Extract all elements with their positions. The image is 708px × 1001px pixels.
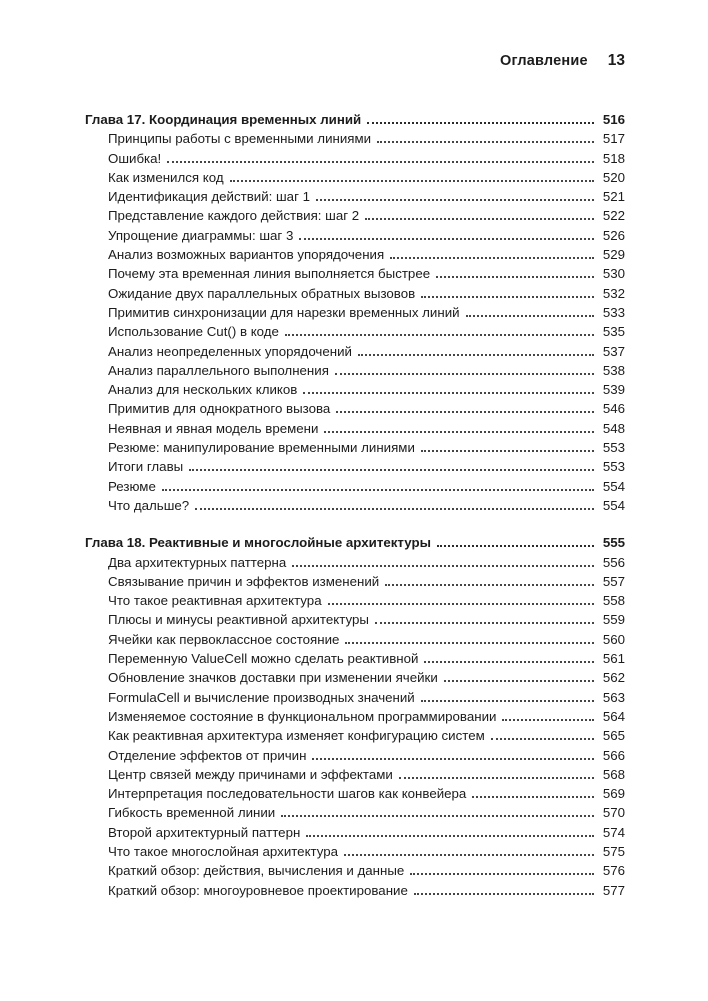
dot-leader [444, 680, 594, 682]
toc-entry-title: Неявная и явная модель времени [108, 420, 319, 436]
toc-page-number: 576 [602, 863, 625, 879]
toc-page-number: 526 [602, 227, 625, 243]
toc-entry-row [85, 881, 625, 900]
toc-entry-row [85, 765, 625, 784]
toc-entry-row [85, 168, 625, 187]
toc-entry-title: Представление каждого действия: шаг 2 [108, 208, 360, 224]
table-of-contents [85, 110, 625, 900]
toc-page-number: 546 [602, 401, 625, 417]
dot-leader [281, 815, 594, 817]
toc-entry-title: FormulaCell и вычисление производных значений [108, 689, 415, 705]
toc-entry-title: Что такое многослойная архитектура [108, 843, 339, 859]
toc-entry-row [85, 206, 625, 225]
dot-leader [195, 508, 594, 510]
dot-leader [436, 276, 594, 278]
toc-entry-title: Переменную ValueCell можно сделать реактивной [108, 651, 419, 667]
toc-page-number: 574 [602, 824, 625, 840]
dot-leader [365, 218, 594, 220]
dot-leader [328, 603, 594, 605]
toc-entry-title: Ожидание двух параллельных обратных вызовов [108, 285, 416, 301]
toc-chapter-title: Глава 17. Координация временных линий [85, 112, 362, 127]
dot-leader [167, 161, 594, 163]
toc-entry-row [85, 438, 625, 457]
toc-entry-title: Примитив для однократного вызова [108, 401, 331, 417]
toc-entry-title: Что такое реактивная архитектура [108, 593, 322, 609]
toc-entry-title: Резюме [108, 478, 156, 494]
dot-leader [466, 315, 594, 317]
toc-entry-title: Итоги главы [108, 459, 184, 475]
toc-entry-title: Анализ параллельного выполнения [108, 362, 329, 378]
toc-entry-row [85, 342, 625, 361]
toc-page-number: 570 [602, 805, 625, 821]
toc-entry-title: Краткий обзор: действия, вычисления и данные [108, 863, 405, 879]
dot-leader [437, 545, 594, 547]
dot-leader [285, 334, 594, 336]
dot-leader [345, 642, 594, 644]
toc-page-number: 516 [602, 112, 625, 127]
toc-entry-title: Как реактивная архитектура изменяет конфигурацию систем [108, 728, 485, 744]
toc-entry-row [85, 746, 625, 765]
toc-entry-title: Что дальше? [108, 497, 190, 513]
toc-entry-row [85, 149, 625, 168]
toc-entry-title: Ячейки как первоклассное состояние [108, 631, 340, 647]
toc-entry-title: Изменяемое состояние в функциональном программировании [108, 708, 497, 724]
toc-section [85, 533, 625, 900]
toc-page-number: 561 [602, 651, 625, 667]
toc-entry-title: Упрощение диаграммы: шаг 3 [108, 227, 294, 243]
dot-leader [336, 411, 594, 413]
toc-page-number: 559 [602, 612, 625, 628]
running-header [85, 52, 625, 70]
toc-page-number: 568 [602, 766, 625, 782]
toc-entry-row [85, 823, 625, 842]
toc-entry-title: Связывание причин и эффектов изменений [108, 573, 380, 589]
toc-page-number: 530 [602, 266, 625, 282]
dot-leader [162, 489, 594, 491]
toc-entry-row [85, 553, 625, 572]
toc-entry-title: Гибкость временной линии [108, 805, 276, 821]
dot-leader [410, 873, 594, 875]
toc-page-number: 554 [602, 497, 625, 513]
toc-entry-row [85, 129, 625, 148]
dot-leader [316, 199, 594, 201]
toc-page-number: 517 [602, 131, 625, 147]
dot-leader [375, 622, 594, 624]
toc-page-number: 521 [602, 189, 625, 205]
dot-leader [344, 854, 594, 856]
dot-leader [414, 893, 594, 895]
toc-page-number: 563 [602, 689, 625, 705]
toc-page-number: 537 [602, 343, 625, 359]
toc-entry-title: Резюме: манипулирование временными линиями [108, 440, 415, 456]
toc-entry-row [85, 726, 625, 745]
toc-entry-row [85, 457, 625, 476]
toc-page-number: 556 [602, 554, 625, 570]
dot-leader [299, 238, 594, 240]
toc-page-number: 533 [602, 304, 625, 320]
toc-entry-row [85, 668, 625, 687]
toc-page-number: 553 [602, 459, 625, 475]
dot-leader [421, 296, 594, 298]
toc-page-number: 538 [602, 362, 625, 378]
toc-entry-row [85, 707, 625, 726]
toc-page-number: 532 [602, 285, 625, 301]
toc-entry-row [85, 264, 625, 283]
toc-entry-title: Анализ неопределенных упорядочений [108, 343, 352, 359]
toc-entry-row [85, 477, 625, 496]
toc-entry-row [85, 361, 625, 380]
toc-entry-row [85, 572, 625, 591]
toc-entry-title: Почему эта временная линия выполняется быстрее [108, 266, 431, 282]
dot-leader [491, 738, 594, 740]
toc-chapter-row [85, 110, 625, 129]
toc-entry-title: Ошибка! [108, 150, 162, 166]
dot-leader [358, 354, 594, 356]
dot-leader [306, 835, 594, 837]
toc-page-number: 555 [602, 535, 625, 551]
dot-leader [399, 777, 594, 779]
toc-entry-title: Второй архитектурный паттерн [108, 824, 301, 840]
toc-entry-title: Примитив синхронизации для нарезки временных линий [108, 304, 460, 320]
toc-entry-row [85, 861, 625, 880]
toc-page-number: 539 [602, 382, 625, 398]
toc-section [85, 110, 625, 515]
running-header-title: Оглавление [499, 53, 588, 69]
toc-entry-row [85, 284, 625, 303]
dot-leader [303, 392, 594, 394]
dot-leader [472, 796, 594, 798]
toc-entry-title: Использование Cut() в коде [108, 324, 279, 340]
toc-page-number: 562 [602, 670, 625, 686]
toc-page-number: 553 [602, 440, 625, 456]
toc-entry-row [85, 226, 625, 245]
toc-entry-title: Анализ возможных вариантов упорядочения [108, 247, 385, 263]
dot-leader [502, 719, 594, 721]
toc-entry-title: Два архитектурных паттерна [108, 554, 287, 570]
dot-leader [230, 180, 594, 182]
dot-leader [390, 257, 594, 259]
dot-leader [421, 450, 594, 452]
toc-entry-row [85, 803, 625, 822]
toc-entry-title: Интерпретация последовательности шагов как конвейера [108, 786, 467, 802]
toc-entry-row [85, 380, 625, 399]
toc-page-number: 566 [602, 747, 625, 763]
running-header-page-number: 13 [607, 52, 625, 69]
toc-entry-row [85, 399, 625, 418]
toc-entry-title: Отделение эффектов от причин [108, 747, 307, 763]
toc-page-number: 564 [602, 708, 625, 724]
dot-leader [385, 584, 594, 586]
toc-chapter-row [85, 533, 625, 552]
toc-entry-title: Принципы работы с временными линиями [108, 131, 372, 147]
toc-entry-row [85, 688, 625, 707]
toc-page-number: 520 [602, 169, 625, 185]
dot-leader [189, 469, 594, 471]
toc-entry-row [85, 322, 625, 341]
toc-entry-title: Как изменился код [108, 169, 224, 185]
toc-page-number: 558 [602, 593, 625, 609]
toc-entry-row [85, 610, 625, 629]
toc-page-number: 569 [602, 786, 625, 802]
toc-entry-row [85, 630, 625, 649]
dot-leader [377, 141, 594, 143]
toc-entry-title: Анализ для нескольких кликов [108, 382, 298, 398]
toc-entry-row [85, 496, 625, 515]
toc-page-number: 518 [602, 150, 625, 166]
toc-entry-row [85, 591, 625, 610]
dot-leader [324, 431, 594, 433]
toc-entry-row [85, 419, 625, 438]
dot-leader [421, 700, 594, 702]
toc-page-number: 557 [602, 573, 625, 589]
toc-entry-title: Идентификация действий: шаг 1 [108, 189, 311, 205]
toc-entry-row [85, 842, 625, 861]
toc-page-number: 577 [602, 882, 625, 898]
toc-entry-title: Краткий обзор: многоуровневое проектирование [108, 882, 408, 898]
toc-entry-title: Обновление значков доставки при изменении ячейки [108, 670, 438, 686]
toc-entry-row [85, 245, 625, 264]
toc-entry-title: Центр связей между причинами и эффектами [108, 766, 393, 782]
toc-page-number: 554 [602, 478, 625, 494]
toc-page-number: 535 [602, 324, 625, 340]
toc-entry-row [85, 784, 625, 803]
toc-page-number: 529 [602, 247, 625, 263]
toc-chapter-title: Глава 18. Реактивные и многослойные архитектуры [85, 535, 431, 551]
dot-leader [312, 758, 594, 760]
dot-leader [292, 565, 594, 567]
toc-page-number: 522 [602, 208, 625, 224]
toc-entry-title: Плюсы и минусы реактивной архитектуры [108, 612, 369, 628]
toc-entry-row [85, 649, 625, 668]
dot-leader [424, 661, 594, 663]
dot-leader [367, 122, 594, 124]
dot-leader [335, 373, 594, 375]
toc-page-number: 560 [602, 631, 625, 647]
toc-page-number: 575 [602, 843, 625, 859]
toc-entry-row [85, 303, 625, 322]
toc-page-number: 548 [602, 420, 625, 436]
toc-page-number: 565 [602, 728, 625, 744]
toc-entry-row [85, 187, 625, 206]
